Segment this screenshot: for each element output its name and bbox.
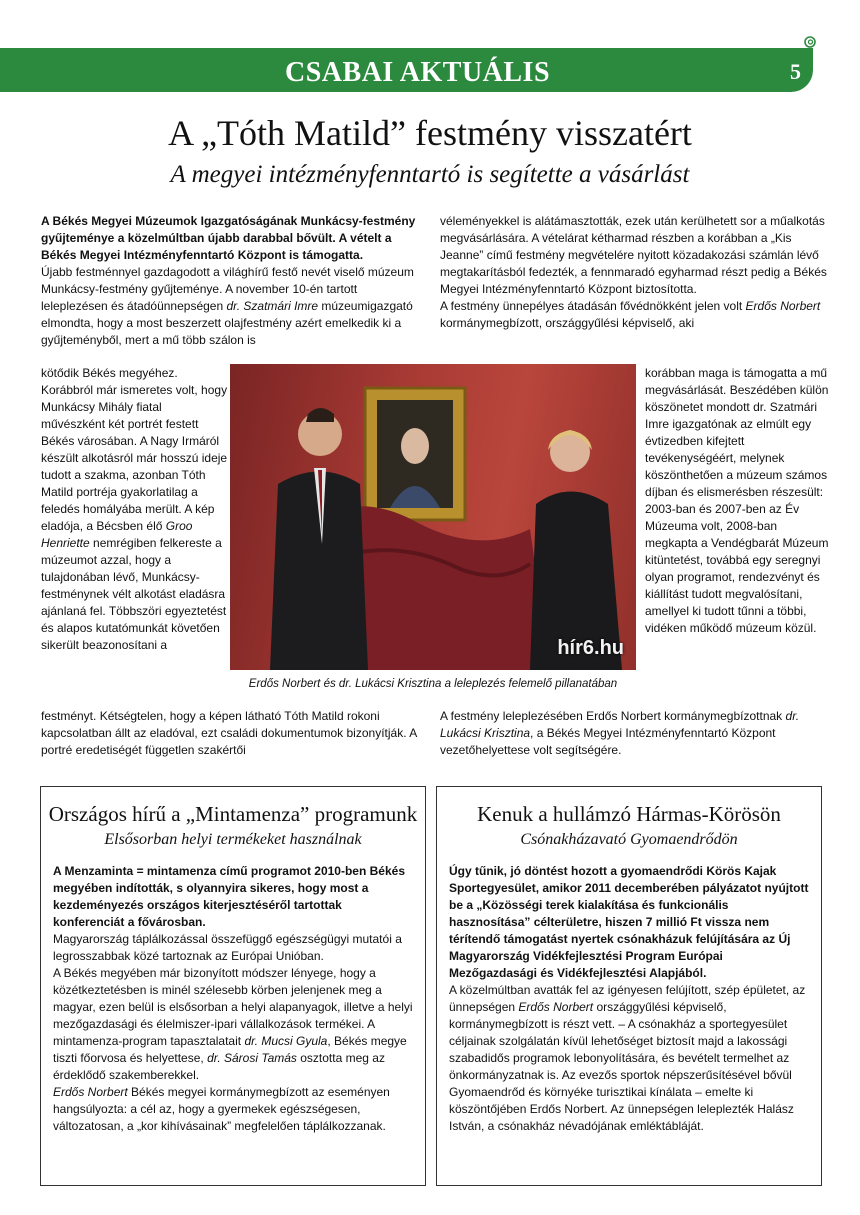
person-name: Erdős Norbert xyxy=(53,1085,128,1099)
article-title: A „Tóth Matild” festmény visszatért xyxy=(168,113,692,153)
text-span: múzeumigazgató elmondta, hogy a most beszerzett olajfestmény azért emelkedik ki a gyűjteményből, mert a mű több szálon is xyxy=(41,299,413,347)
person-name: dr. Lukácsi Krisztina xyxy=(440,709,800,740)
box-body xyxy=(53,863,413,1135)
box-paragraph xyxy=(53,965,413,1084)
text-span: nemrégiben felkereste a múzeumot azzal, hogy a tulajdonában lévő, Munkácsy-festménynek vélt alkotást eladásra ajánlaná fel. Többszöri egyeztetést és alapos kutatómunkát követően sikerült beazonosítani a xyxy=(41,536,227,652)
article-paragraph xyxy=(440,298,830,332)
box-title: Kenuk a hullámzó Hármas-Körösön xyxy=(477,802,781,826)
box-body xyxy=(449,863,809,1135)
article-paragraph: véleményekkel is alátámasztották, ezek után kerülhetett sor a műalkotás megvásárlására. A vételárat kétharmad részben a korábban a „Kis Jeanne” című festmény megvételére nyitott közadakozási számlán lévő megtakarításból fedezték, a fennmaradó egyharmad részt pedig a Békés Megyei Intézményfenntartó Központ biztosította. xyxy=(440,214,827,296)
article-paragraph xyxy=(440,708,830,759)
text-span: osztotta meg az érdeklődő szakemberekkel. xyxy=(53,1051,385,1082)
person-name: Erdős Norbert xyxy=(745,299,821,313)
text-span: Békés megyei kormánymegbízott az eseményen hangsúlyozta: a cél az, hogy a gyermekek egészségesen, változatosan, a „kor kihívásainak” megfelelően táplálkozzanak. xyxy=(53,1085,390,1133)
box-paragraph xyxy=(449,982,809,1135)
article-right-bottom xyxy=(440,708,830,759)
photo-watermark: hír6.hu xyxy=(557,637,624,659)
text-span: , a Békés Megyei Intézményfenntartó Központ vezetőhelyettese volt segítségére. xyxy=(440,726,776,757)
article-right-narrow xyxy=(645,365,830,637)
box-title: Országos hírű a „Mintamenza” programunk xyxy=(48,802,418,826)
photo-illustration xyxy=(230,364,636,670)
box-subtitle: Elsősorban helyi termékeket használnak xyxy=(104,831,362,848)
article-paragraph xyxy=(41,365,229,654)
swirl-icon xyxy=(804,36,816,48)
text-span: A Békés megyében már bizonyított módszer lényege, hogy a közétkeztetésben is minél szélesebb körben jelenjenek meg a magyar, ezen belül is elsősorban a helyi alapanyagok, illetve a helyi mezőgazdasági és élelmiszer-ipari vállalkozások termékei. A mintamenza-program tapasztalatait xyxy=(53,966,413,1048)
sidebar-box-kenuk xyxy=(436,786,822,1186)
article-paragraph: korábban maga is támogatta a mű megvásárlását. Beszédében külön köszönetet mondott dr. Szatmári Imre igazgatónak az elmúlt egy évtizedben kifejtett tevékenységéért, melynek köszönthetően a múzeum számos díjban és elismerésben részesült: 2003-ban és 2007-ben az Év Múzeuma volt, 2008-ban megkapta a Vendégbarát Múzeum kitüntetést, továbbá egy seregnyi olyan programot, rendezvényt és kiállítást tudott megvalósítani, amellyel ki tudott tűnni a többi, vidéken működő múzeum közül. xyxy=(645,366,829,635)
person-name: dr. Sárosi Tamás xyxy=(207,1051,297,1065)
text-span: Újabb festménnyel gazdagodott a világhírű festő nevét viselő múzeum Munkácsy-festmény gyűjteménye. A november 10-én tartott leleplezésen és átadóünnepségen xyxy=(41,265,414,313)
person-name: Groo Henriette xyxy=(41,519,193,550)
box-lead: Úgy tűnik, jó döntést hozott a gyomaendrődi Körös Kajak Sportegyesület, amikor 2011 decemberében pályázatot nyújtott be a „Közösségi terek kialakítása és funkcionális hasznosítása” célterületre, hiszen 7 millió Ft vissza nem térítendő támogatást nyertek csónakházuk felújítására az Új Magyarország Vidékfejlesztési Program Európai Mezőgazdasági és Vidékfejlesztési Alapjából. xyxy=(449,864,809,980)
text-span: országgyűlési képviselő, kormánymegbízott is részt vett. – A csónakház a sportegyesület céljainak szolgálatán kívül lehetőséget biztosít majd a lakossági szabadidős programok lebonyolítására, és bevételt termelhet az önkormányzatnak is. Az evezős sportok népszerűsítésével bővül Gyomaendrőd és környéke turisztikai kínálata – emelte ki köszöntőjében Erdős Norbert. Az ünnepségen leleplezték Halász István, a csónakház névadójának emléktábláját. xyxy=(449,1000,794,1133)
article-paragraph: festményt. Kétségtelen, hogy a képen látható Tóth Matild rokoni kapcsolatban állt az eladóval, ezt családi dokumentumok bizonyítják. A portré eredetiségét független szakértői xyxy=(41,709,417,757)
person-name: dr. Szatmári Imre xyxy=(226,299,319,313)
article-left-top xyxy=(41,213,419,349)
person-name: dr. Mucsi Gyula xyxy=(244,1034,328,1048)
text-span: A festmény leleplezésében Erdős Norbert kormánymegbízottnak xyxy=(440,709,783,723)
text-span: kormánymegbízott, országgyűlési képviselő, aki xyxy=(440,316,695,330)
text-span: , Békés megye tiszti főorvosa és helyettese, xyxy=(53,1034,407,1065)
box-lead: A Menzaminta = mintamenza című programot 2010-ben Békés megyében indították, s olyannyira sikeres, hogy most a kezdeményezés országos kiterjesztéséről tartottak konferenciát a fővárosban. xyxy=(53,864,405,929)
text-span: A közelmúltban avatták fel az igényesen felújított, szép épületet, az ünnepségen xyxy=(449,983,806,1014)
article-left-bottom xyxy=(41,708,419,759)
publication-title: CSABAI AKTUÁLIS xyxy=(285,57,551,88)
page-number: 5 xyxy=(790,59,801,84)
sidebar-box-mintamenza xyxy=(40,786,426,1186)
text-span: kötődik Békés megyéhez. Korábbról már ismeretes volt, hogy Munkácsy Mihály fiatal művészként két portrét festett Békés városában. A Nagy Irmáról készült alkotásról már hosszú ideje tudott a szakma, azonban Tóth Matild portréja gyakorlatilag a feledés homályába merült. A kép eladója, a Bécsben élő xyxy=(41,366,228,533)
person-name: Erdős Norbert xyxy=(518,1000,594,1014)
article-right-top xyxy=(440,213,830,332)
photo-caption: Erdős Norbert és dr. Lukácsi Krisztina a leleplezés felemelő pillanatában xyxy=(248,678,618,690)
box-paragraph xyxy=(53,1084,413,1135)
article-lead: A Békés Megyei Múzeumok Igazgatóságának Munkácsy-festmény gyűjteménye a közelmúltban újabb darabbal bővült. A vételt a Békés Megyei Intézményfenntartó Központ is támogatta. xyxy=(41,214,416,262)
text-span: A festmény ünnepélyes átadásán fővédnökként jelen volt xyxy=(440,299,743,313)
event-photo xyxy=(230,364,636,670)
box-subtitle: Csónakházavató Gyomaendrődön xyxy=(520,831,738,848)
article-left-narrow xyxy=(41,365,229,654)
box-paragraph: Magyarország táplálkozással összefüggő egészségügyi mutatói a legrosszabbak közé tartoznak az Európai Unióban. xyxy=(53,932,402,963)
article-paragraph xyxy=(41,264,419,349)
article-subtitle: A megyei intézményfenntartó is segítette a vásárlást xyxy=(170,161,690,188)
